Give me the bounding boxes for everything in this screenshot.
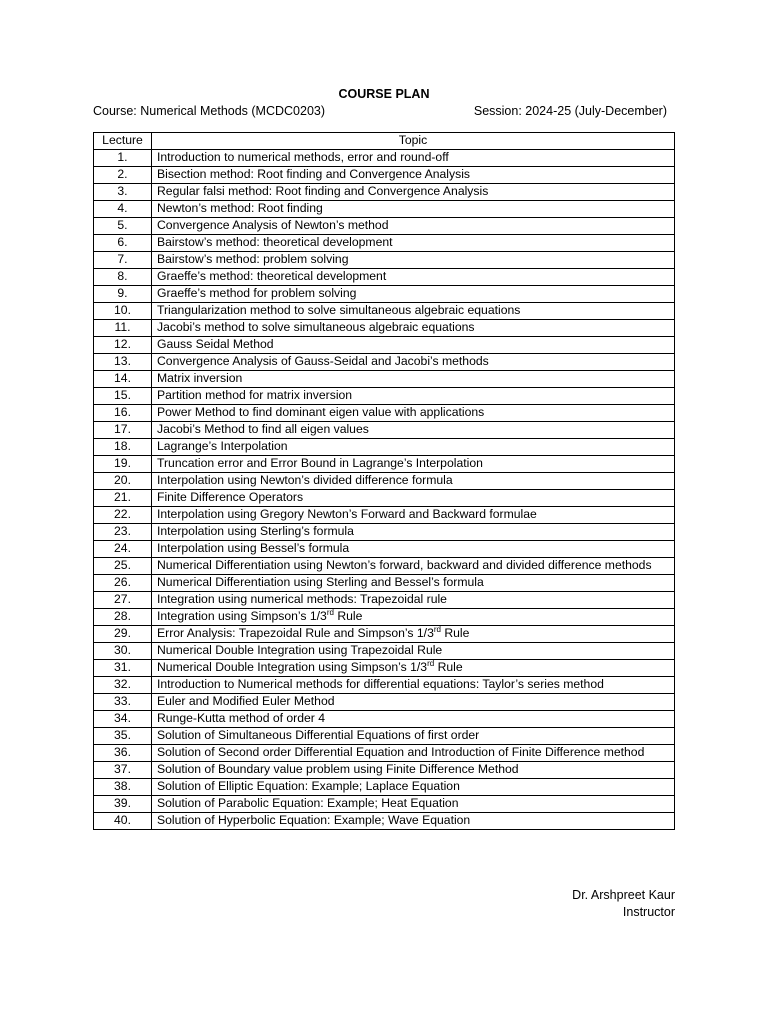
table-row (94, 371, 675, 388)
lecture-topic (152, 711, 675, 728)
lecture-topic (152, 796, 675, 813)
lecture-number: 21. (94, 490, 152, 507)
lecture-number: 35. (94, 728, 152, 745)
lecture-topic (152, 371, 675, 388)
lecture-topic (152, 337, 675, 354)
table-row (94, 507, 675, 524)
topic-text: Interpolation using Sterling’s formula (157, 524, 354, 538)
table-row (94, 422, 675, 439)
lecture-number: 10. (94, 303, 152, 320)
table-row (94, 796, 675, 813)
lecture-topic (152, 473, 675, 490)
table-row (94, 745, 675, 762)
table-row (94, 609, 675, 626)
topic-text: Numerical Double Integration using Simpson’s 1/3 (157, 660, 428, 674)
topic-text: Introduction to numerical methods, error and round-off (157, 150, 449, 164)
topic-text: Integration using Simpson’s 1/3 (157, 609, 327, 623)
lecture-topic (152, 677, 675, 694)
table-row (94, 694, 675, 711)
table-row (94, 779, 675, 796)
topic-text: Graeffe’s method for problem solving (157, 286, 357, 300)
lecture-topic (152, 660, 675, 677)
ordinal-superscript: rd (427, 658, 435, 668)
lecture-topic (152, 303, 675, 320)
lecture-number: 7. (94, 252, 152, 269)
table-row (94, 490, 675, 507)
lecture-number: 26. (94, 575, 152, 592)
topic-text: Convergence Analysis of Newton’s method (157, 218, 389, 232)
course-info-line (93, 104, 667, 118)
lecture-topic (152, 575, 675, 592)
lecture-number: 9. (94, 286, 152, 303)
topic-text: Matrix inversion (157, 371, 243, 385)
topic-text: Interpolation using Gregory Newton’s Forward and Backward formulae (157, 507, 537, 521)
lecture-number: 28. (94, 609, 152, 626)
lecture-topic (152, 388, 675, 405)
page-title: COURSE PLAN (338, 87, 430, 101)
lecture-topic (152, 558, 675, 575)
topic-text: Solution of Parabolic Equation: Example; Heat Equation (157, 796, 459, 810)
table-row (94, 626, 675, 643)
topic-text: Gauss Seidal Method (157, 337, 274, 351)
table-row (94, 558, 675, 575)
lecture-number: 11. (94, 320, 152, 337)
lecture-number: 37. (94, 762, 152, 779)
session-info: Session: 2024-25 (July-December) (473, 104, 667, 118)
lecture-number: 24. (94, 541, 152, 558)
course-name: Course: Numerical Methods (MCDC0203) (93, 104, 326, 118)
topic-text: Euler and Modified Euler Method (157, 694, 335, 708)
lecture-topic (152, 150, 675, 167)
lecture-topic (152, 218, 675, 235)
topic-text: Error Analysis: Trapezoidal Rule and Simpson’s 1/3 (157, 626, 434, 640)
topic-text: Solution of Simultaneous Differential Equations of first order (157, 728, 480, 742)
lecture-number: 8. (94, 269, 152, 286)
course-plan-table (93, 132, 675, 830)
topic-text: Interpolation using Newton’s divided difference formula (157, 473, 453, 487)
lecture-number: 32. (94, 677, 152, 694)
lecture-number: 25. (94, 558, 152, 575)
lecture-topic (152, 286, 675, 303)
lecture-topic (152, 592, 675, 609)
lecture-topic (152, 626, 675, 643)
topic-text: Solution of Second order Differential Equation and Introduction of Finite Difference method (157, 745, 645, 759)
topic-text: Jacobi’s Method to find all eigen values (157, 422, 369, 436)
lecture-topic (152, 813, 675, 830)
ordinal-superscript: rd (326, 607, 334, 617)
lecture-topic (152, 167, 675, 184)
topic-text-suffix: Rule (333, 609, 363, 623)
lecture-number: 19. (94, 456, 152, 473)
table-row (94, 167, 675, 184)
table-row (94, 643, 675, 660)
lecture-topic (152, 235, 675, 252)
table-row (94, 439, 675, 456)
topic-text: Runge-Kutta method of order 4 (157, 711, 326, 725)
topic-text: Numerical Double Integration using Trapezoidal Rule (157, 643, 443, 657)
table-body (94, 150, 675, 830)
table-row (94, 456, 675, 473)
topic-text: Jacobi’s method to solve simultaneous algebraic equations (157, 320, 475, 334)
lecture-topic (152, 524, 675, 541)
topic-text: Bisection method: Root finding and Convergence Analysis (157, 167, 471, 181)
lecture-number: 4. (94, 201, 152, 218)
topic-text: Power Method to find dominant eigen value with applications (157, 405, 485, 419)
lecture-number: 22. (94, 507, 152, 524)
lecture-topic (152, 252, 675, 269)
lecture-topic (152, 779, 675, 796)
topic-text: Bairstow’s method: problem solving (157, 252, 349, 266)
lecture-topic (152, 609, 675, 626)
ordinal-superscript: rd (433, 624, 441, 634)
topic-text: Numerical Differentiation using Sterling and Bessel’s formula (157, 575, 484, 589)
lecture-number: 16. (94, 405, 152, 422)
table-row (94, 405, 675, 422)
table-row (94, 762, 675, 779)
table-row (94, 677, 675, 694)
lecture-number: 20. (94, 473, 152, 490)
lecture-topic (152, 507, 675, 524)
table-row (94, 592, 675, 609)
table-row (94, 286, 675, 303)
lecture-number: 6. (94, 235, 152, 252)
lecture-topic (152, 762, 675, 779)
lecture-number: 31. (94, 660, 152, 677)
lecture-number: 40. (94, 813, 152, 830)
table-row (94, 473, 675, 490)
topic-text: Solution of Boundary value problem using Finite Difference Method (157, 762, 519, 776)
lecture-number: 1. (94, 150, 152, 167)
topic-text: Convergence Analysis of Gauss-Seidal and Jacobi’s methods (157, 354, 489, 368)
topic-text-suffix: Rule (440, 626, 470, 640)
lecture-topic (152, 201, 675, 218)
table-row (94, 252, 675, 269)
instructor-name: Dr. Arshpreet Kaur (572, 888, 675, 902)
table-row (94, 235, 675, 252)
instructor-role: Instructor (622, 905, 675, 919)
table-row (94, 303, 675, 320)
table-row (94, 218, 675, 235)
lecture-topic (152, 490, 675, 507)
lecture-topic (152, 320, 675, 337)
lecture-number: 2. (94, 167, 152, 184)
lecture-number: 33. (94, 694, 152, 711)
topic-text: Lagrange’s Interpolation (157, 439, 288, 453)
lecture-number: 14. (94, 371, 152, 388)
lecture-number: 3. (94, 184, 152, 201)
table-row (94, 337, 675, 354)
table-row (94, 711, 675, 728)
lecture-number: 30. (94, 643, 152, 660)
topic-text: Solution of Hyperbolic Equation: Example; Wave Equation (157, 813, 471, 827)
table-header-row (94, 133, 675, 150)
lecture-number: 39. (94, 796, 152, 813)
table-row (94, 269, 675, 286)
lecture-topic (152, 422, 675, 439)
table-row (94, 354, 675, 371)
lecture-number: 23. (94, 524, 152, 541)
lecture-number: 17. (94, 422, 152, 439)
table-row (94, 541, 675, 558)
table-row (94, 184, 675, 201)
lecture-topic (152, 269, 675, 286)
lecture-topic (152, 405, 675, 422)
table-row (94, 660, 675, 677)
table-row (94, 575, 675, 592)
table-row (94, 150, 675, 167)
topic-text: Newton’s method: Root finding (157, 201, 323, 215)
lecture-topic (152, 728, 675, 745)
topic-text: Triangularization method to solve simultaneous algebraic equations (157, 303, 521, 317)
lecture-topic (152, 643, 675, 660)
lecture-number: 12. (94, 337, 152, 354)
lecture-topic (152, 745, 675, 762)
lecture-number: 34. (94, 711, 152, 728)
table-row (94, 201, 675, 218)
lecture-number: 29. (94, 626, 152, 643)
lecture-column-header: Lecture (94, 133, 152, 150)
topic-column-header: Topic (152, 133, 675, 150)
lecture-topic (152, 184, 675, 201)
table-row (94, 388, 675, 405)
topic-text: Solution of Elliptic Equation: Example; Laplace Equation (157, 779, 460, 793)
topic-text: Introduction to Numerical methods for differential equations: Taylor’s series method (157, 677, 604, 691)
lecture-number: 38. (94, 779, 152, 796)
lecture-number: 5. (94, 218, 152, 235)
table-row (94, 524, 675, 541)
lecture-topic (152, 354, 675, 371)
table-row (94, 813, 675, 830)
topic-text: Bairstow’s method: theoretical development (157, 235, 393, 249)
topic-text: Interpolation using Bessel’s formula (157, 541, 350, 555)
lecture-topic (152, 694, 675, 711)
topic-text: Integration using numerical methods: Trapezoidal rule (157, 592, 447, 606)
lecture-number: 15. (94, 388, 152, 405)
topic-text: Regular falsi method: Root finding and Convergence Analysis (157, 184, 489, 198)
topic-text: Truncation error and Error Bound in Lagrange’s Interpolation (157, 456, 483, 470)
table-row (94, 728, 675, 745)
lecture-number: 36. (94, 745, 152, 762)
lecture-topic (152, 541, 675, 558)
topic-text: Finite Difference Operators (157, 490, 304, 504)
lecture-topic (152, 456, 675, 473)
lecture-topic (152, 439, 675, 456)
lecture-number: 13. (94, 354, 152, 371)
topic-text: Numerical Differentiation using Newton’s forward, backward and divided difference methods (157, 558, 652, 572)
lecture-number: 18. (94, 439, 152, 456)
lecture-number: 27. (94, 592, 152, 609)
topic-text: Partition method for matrix inversion (157, 388, 353, 402)
table-row (94, 320, 675, 337)
topic-text: Graeffe’s method: theoretical development (157, 269, 387, 283)
topic-text-suffix: Rule (434, 660, 463, 674)
